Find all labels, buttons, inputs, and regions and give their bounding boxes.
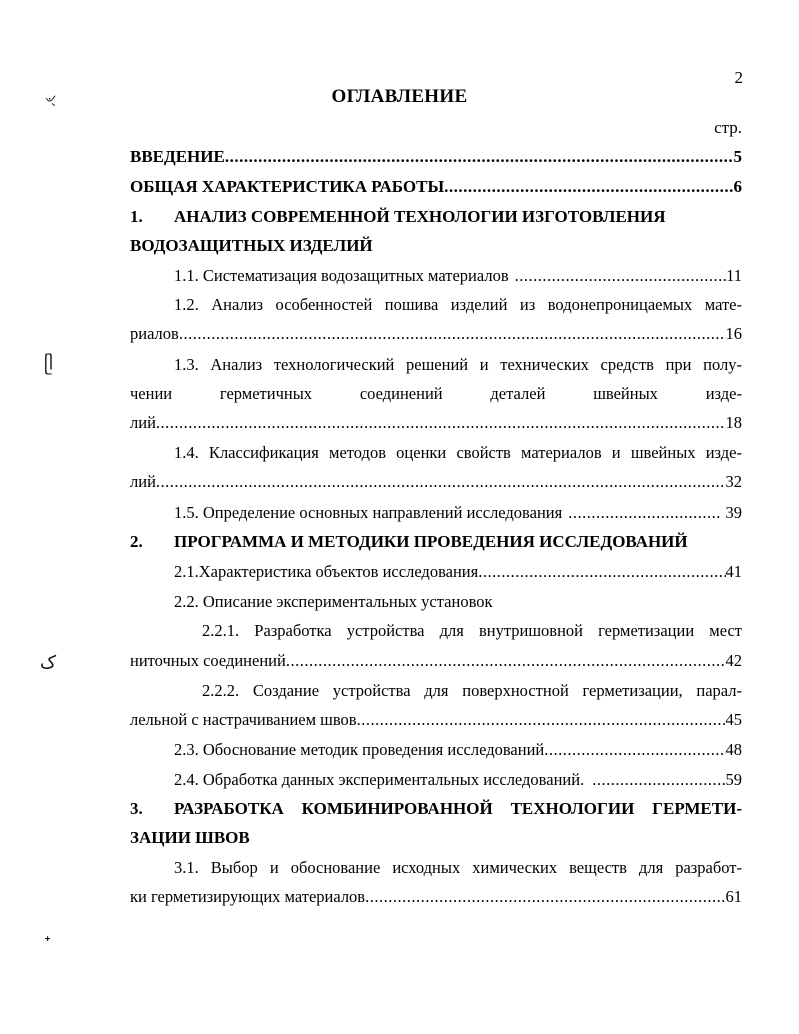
toc-entry-general[interactable] (130, 177, 742, 197)
chapter-number: 3. (130, 799, 143, 818)
toc-entry-2-2-2-continued (130, 710, 742, 730)
page-column-label: стр. (714, 118, 742, 137)
toc-leader (156, 413, 726, 433)
toc-page: 32 (725, 472, 742, 491)
toc-leader (544, 740, 725, 760)
toc-label: лельной с настрачиванием швов (130, 710, 357, 729)
margin-mark: ৼ (46, 92, 56, 113)
toc-leader (357, 710, 726, 730)
toc-label: лий (130, 472, 156, 491)
toc-label: ОБЩАЯ ХАРАКТЕРИСТИКА РАБОТЫ (130, 177, 445, 196)
toc-leader (444, 177, 733, 197)
toc-page: 59 (725, 770, 742, 789)
chapter-number: 1. (130, 207, 143, 226)
toc-chapter-1[interactable] (130, 207, 742, 227)
toc-page: 61 (725, 887, 742, 906)
toc-page: 18 (725, 413, 742, 432)
toc-page: 5 (733, 147, 742, 166)
toc-entry-1-4-continued (130, 472, 742, 492)
toc-label: 1.5. Определение основных направлений исследования (174, 503, 563, 522)
toc-label: 1.1. Систематизация водозащитных материалов (174, 266, 509, 285)
toc-label: 2.3. Обоснование методик проведения исследований (174, 740, 545, 759)
margin-mark: ᐩ (44, 932, 52, 953)
toc-entry-1-1[interactable] (174, 266, 742, 286)
toc-page: 42 (725, 651, 742, 670)
toc-entry-2-4[interactable] (174, 770, 742, 790)
toc-leader (478, 562, 725, 582)
toc-entry-2-2-1-continued (130, 651, 742, 671)
toc-chapter-2[interactable] (130, 532, 742, 552)
toc-page: 16 (725, 324, 742, 343)
toc-chapter-3[interactable] (130, 799, 742, 819)
toc-entry-1-3[interactable]: 1.3. Анализ технологический решений и технических средств при полу- (174, 355, 742, 374)
toc-entry-2-2-2[interactable]: 2.2.2. Создание устройства для поверхностной герметизации, парал- (202, 681, 742, 700)
toc-entry-3-1-continued (130, 887, 742, 907)
toc-label: 2.4. Обработка данных экспериментальных исследований. (174, 770, 585, 789)
toc-page: 11 (726, 266, 742, 285)
margin-mark: ᥫ (44, 354, 54, 375)
toc-label: ВВЕДЕНИЕ (130, 147, 225, 166)
toc-entry-intro[interactable] (130, 147, 742, 167)
toc-label: ниточных соединений (130, 651, 286, 670)
toc-label: 2.1.Характеристика объектов исследования (174, 562, 479, 581)
toc-page: 39 (725, 503, 742, 522)
toc-leader (568, 503, 719, 523)
margin-mark: ک (40, 652, 57, 673)
toc-entry-1-3-continued (130, 413, 742, 433)
toc-entry-1-2[interactable]: 1.2. Анализ особенностей пошива изделий из водонепроницаемых мате- (174, 295, 742, 314)
toc-entry-1-4[interactable]: 1.4. Классификация методов оценки свойств материалов и швейных изде- (174, 443, 742, 462)
chapter-number: 2. (130, 532, 143, 551)
toc-leader (365, 887, 725, 907)
page-title: ОГЛАВЛЕНИЕ (331, 86, 468, 107)
chapter-title: РАЗРАБОТКА КОМБИНИРОВАННОЙ ТЕХНОЛОГИИ ГЕРМЕТИ- (174, 799, 742, 818)
toc-leader (156, 472, 726, 492)
toc-leader (515, 266, 727, 286)
toc-label: риалов (130, 324, 179, 343)
toc-entry-1-2-continued (130, 324, 742, 344)
toc-leader (286, 651, 726, 671)
toc-entry-2-2-1[interactable]: 2.2.1. Разработка устройства для внутришовной герметизации мест (202, 621, 742, 640)
toc-label: лий (130, 413, 156, 432)
toc-page: 45 (725, 710, 742, 729)
toc-entry-2-3[interactable] (174, 740, 742, 760)
toc-leader (225, 147, 734, 167)
toc-page: 48 (725, 740, 742, 759)
chapter-title: АНАЛИЗ СОВРЕМЕННОЙ ТЕХНОЛОГИИ ИЗГОТОВЛЕНИЯ (174, 207, 666, 226)
toc-entry-3-1[interactable]: 3.1. Выбор и обоснование исходных химических веществ для разработ- (174, 858, 742, 877)
toc-label: ки герметизирующих материалов (130, 887, 366, 906)
toc-leader (179, 324, 726, 344)
toc-page: 6 (733, 177, 742, 196)
toc-entry-2-1[interactable] (174, 562, 742, 582)
page-number: 2 (734, 68, 743, 87)
toc-entry-1-3-line2: чении герметичных соединений деталей швейных изде- (130, 384, 742, 403)
toc-page: 41 (725, 562, 742, 581)
toc-entry-1-5[interactable] (174, 503, 742, 523)
toc-chapter-3-continued: ЗАЦИИ ШВОВ (130, 828, 250, 847)
toc-chapter-1-continued: ВОДОЗАЩИТНЫХ ИЗДЕЛИЙ (130, 236, 373, 255)
toc-leader (592, 770, 725, 790)
chapter-title: ПРОГРАММА И МЕТОДИКИ ПРОВЕДЕНИЯ ИССЛЕДОВАНИЙ (174, 532, 688, 551)
toc-entry-2-2[interactable]: 2.2. Описание экспериментальных установок (174, 592, 493, 611)
